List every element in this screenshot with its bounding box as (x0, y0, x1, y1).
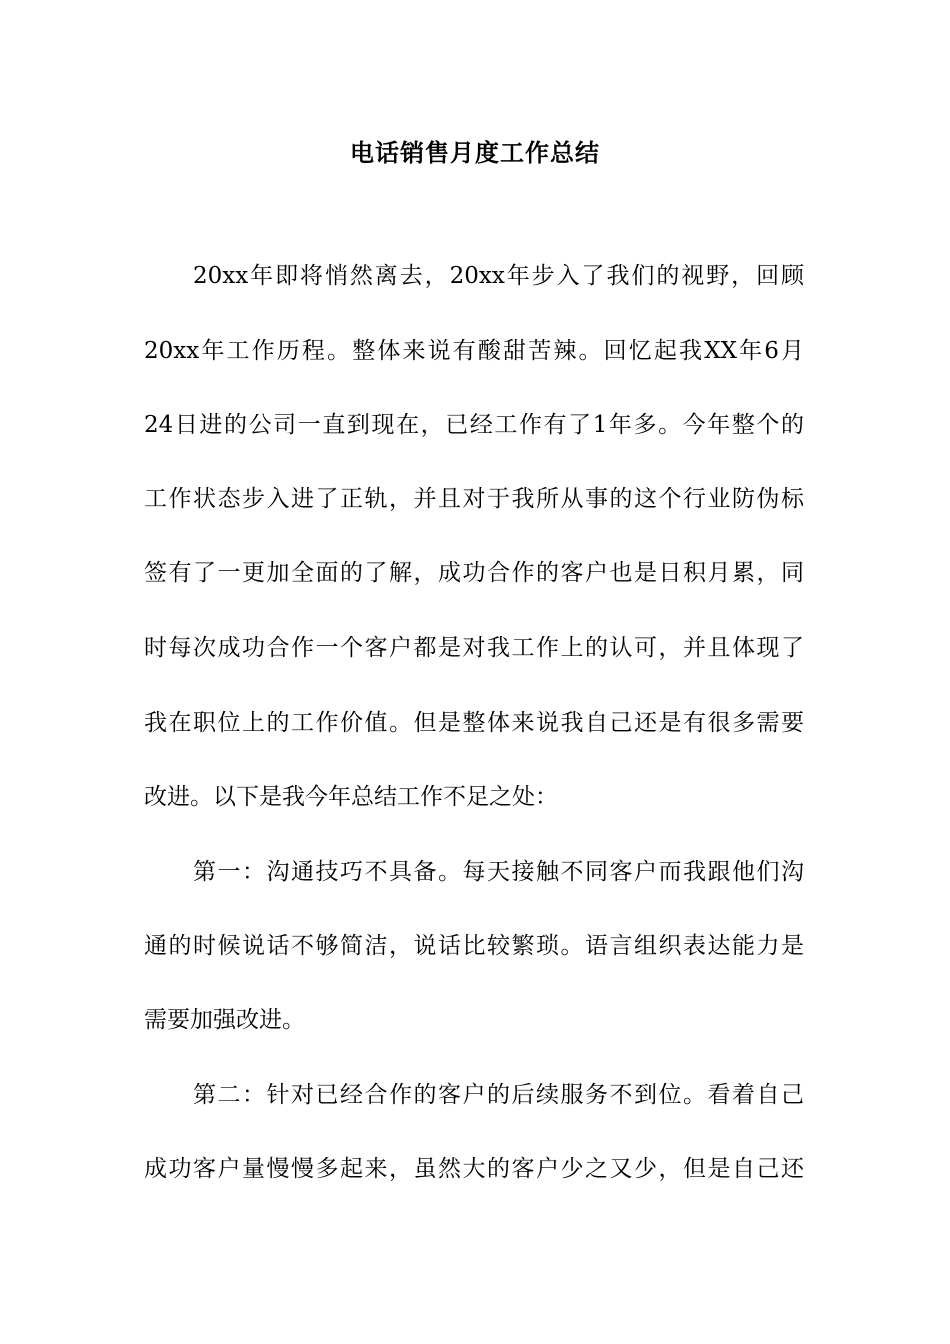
paragraph-line: 24日进的公司一直到现在，已经工作有了1年多。今年整个的 (144, 412, 804, 438)
paragraph-line: 第一：沟通技巧不具备。每天接触不同客户而我跟他们沟 (193, 859, 804, 885)
paragraph-line: 我在职位上的工作价值。但是整体来说我自己还是有很多需要 (144, 710, 804, 736)
paragraph-line: 第二：针对已经合作的客户的后续服务不到位。看着自己 (193, 1082, 804, 1108)
paragraph-line: 20xx年工作历程。整体来说有酸甜苦辣。回忆起我XX年6月 (144, 338, 804, 364)
paragraph-line: 需要加强改进。 (144, 1007, 305, 1033)
paragraph-line: 工作状态步入进了正轨，并且对于我所从事的这个行业防伪标 (144, 486, 804, 512)
paragraph-line: 通的时候说话不够简洁，说话比较繁琐。语言组织表达能力是 (144, 933, 804, 959)
paragraph-line: 改进。以下是我今年总结工作不足之处： (144, 784, 558, 810)
paragraph-line: 20xx年即将悄然离去，20xx年步入了我们的视野，回顾 (193, 263, 804, 289)
paragraph-line: 时每次成功合作一个客户都是对我工作上的认可，并且体现了 (144, 635, 804, 661)
paragraph-line: 成功客户量慢慢多起来，虽然大的客户少之又少，但是自己还 (144, 1156, 804, 1182)
document-title: 电话销售月度工作总结 (350, 138, 600, 167)
paragraph-line: 签有了一更加全面的了解，成功合作的客户也是日积月累，同 (144, 560, 804, 586)
